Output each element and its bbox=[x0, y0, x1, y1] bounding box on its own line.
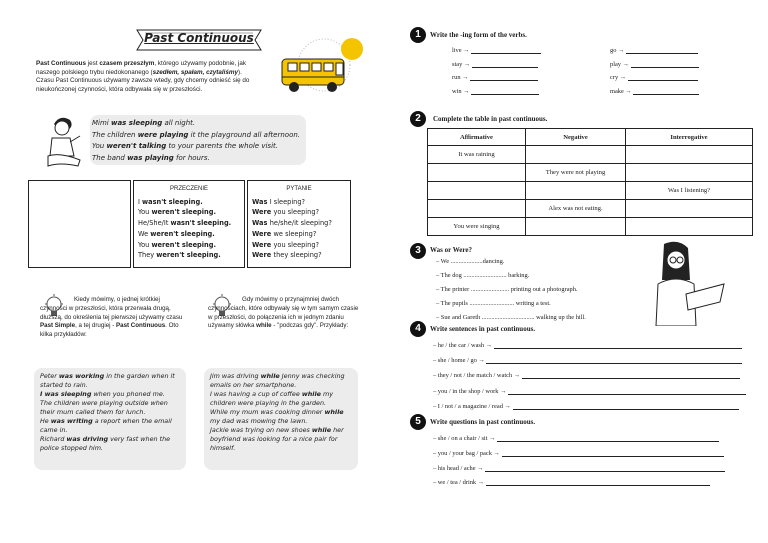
verb-item[interactable]: live → bbox=[452, 47, 541, 61]
intro-paragraph: Past Continuous jest czasem przeszłym, którego używamy podobnie, jak naszego polskiego trybu niedokonanego (szedłem, spałam, czytaliśmy). Czasu Past Continuous używamy zawsze wtedy, gdy chcemy odnieść się do nieukończonej czynności, która odbywała się w przeszłości. bbox=[36, 60, 250, 93]
question-row: Were you sleeping? bbox=[252, 208, 320, 217]
card-line: While my mum was cooking dinner while my dad was mowing the lawn. bbox=[210, 408, 344, 425]
example-line: The band was playing for hours. bbox=[92, 153, 210, 162]
verb-item[interactable]: cry → bbox=[610, 74, 699, 88]
woman-laptop-illustration bbox=[648, 240, 728, 326]
negation-header: PRZECZENIE bbox=[169, 186, 208, 192]
task5-title: Write questions in past continuous. bbox=[430, 418, 536, 426]
table-row bbox=[428, 182, 753, 200]
task3-list bbox=[436, 258, 586, 328]
negation-row: I wasn't sleeping. bbox=[138, 197, 203, 206]
task1-title: Write the -ing form of the verbs. bbox=[430, 31, 527, 39]
task1-right-column bbox=[610, 47, 699, 101]
header-negative: Negative bbox=[526, 129, 626, 146]
table-cell[interactable] bbox=[526, 218, 626, 236]
affirmative-table-empty bbox=[28, 180, 131, 268]
list-item[interactable]: – she / on a chair / sit → bbox=[433, 435, 725, 450]
card-line: Jim was driving while Jenny was checking emails on her smartphone. bbox=[210, 372, 345, 389]
note-past-simple: Kiedy mówimy, o jednej krótkiej czynności w przeszłości, która przerwała drugą, dłuższą, do określenia tej pierwszej używamy czasu Past Simple, a tej drugiej - Past Continuous. Oto kilka przykładów: bbox=[40, 296, 183, 339]
card-text bbox=[204, 368, 358, 457]
question-row: Were we sleeping? bbox=[252, 229, 317, 238]
question-row: Were you sleeping? bbox=[252, 240, 320, 249]
list-item[interactable]: – they / not / the match / watch → bbox=[433, 372, 746, 387]
negation-row: They weren't sleeping. bbox=[138, 251, 221, 260]
card-line: Peter was working in the garden when it started to rain. bbox=[40, 372, 175, 389]
card-line: The children were playing outside when their mum called them for lunch. bbox=[40, 399, 168, 416]
table-cell[interactable] bbox=[626, 146, 753, 164]
title-banner bbox=[133, 27, 265, 53]
card-line: Jackie was trying on new shoes while her boyfriend was looking for a nice pair for himself. bbox=[210, 426, 344, 452]
table-cell: They were not playing bbox=[526, 164, 626, 182]
verb-item[interactable]: run → bbox=[452, 74, 541, 88]
card-line: Richard was driving very fast when the police stopped him. bbox=[40, 435, 171, 452]
negation-row: You weren't sleeping. bbox=[138, 208, 216, 217]
negation-table bbox=[133, 180, 245, 268]
examples-list bbox=[92, 118, 304, 164]
person-sitting-illustration bbox=[40, 112, 90, 170]
header-interrogative: Interrogative bbox=[626, 129, 753, 146]
examples-card-while bbox=[204, 368, 358, 470]
list-item[interactable]: – she / home / go → bbox=[433, 357, 746, 372]
table-cell[interactable] bbox=[626, 218, 753, 236]
negation-row: He/She/It wasn't sleeping. bbox=[138, 219, 232, 228]
card-text bbox=[34, 368, 186, 457]
examples-card-interrupted bbox=[34, 368, 186, 470]
table-row bbox=[428, 200, 753, 218]
table-cell[interactable] bbox=[428, 164, 526, 182]
card-line: He was writing a report when the email came in. bbox=[40, 417, 172, 434]
verb-item[interactable]: stay → bbox=[452, 61, 541, 75]
negation-row: We weren't sleeping. bbox=[138, 229, 215, 238]
table-cell: Alex was not eating. bbox=[526, 200, 626, 218]
task-number-badge: 1 bbox=[410, 27, 426, 43]
list-item[interactable]: – The dog ........................... barking. bbox=[436, 272, 530, 279]
table-cell[interactable] bbox=[428, 200, 526, 218]
verb-item[interactable]: go → bbox=[610, 47, 699, 61]
question-row: Were they sleeping? bbox=[252, 251, 322, 260]
table-header-row bbox=[428, 129, 753, 146]
list-item[interactable]: – you / your bag / pack → bbox=[433, 450, 725, 465]
list-item[interactable]: – We ....................dancing. bbox=[436, 258, 505, 265]
page-title: Past Continuous bbox=[144, 31, 254, 45]
table-cell[interactable] bbox=[428, 182, 526, 200]
example-line: You weren't talking to your parents the whole visit. bbox=[92, 142, 278, 151]
question-header: PYTANIE bbox=[286, 186, 312, 192]
table-cell: It was raining bbox=[428, 146, 526, 164]
question-row: Was I sleeping? bbox=[252, 197, 306, 206]
list-item[interactable]: – we / tea / drink → bbox=[433, 479, 725, 494]
list-item[interactable]: – Sue and Gareth ................................. walking up the hill. bbox=[436, 314, 586, 321]
card-line: I was sleeping when you phoned me. bbox=[40, 390, 165, 398]
list-item[interactable]: – The printer ........................ printing out a photograph. bbox=[436, 286, 578, 293]
table-row bbox=[428, 164, 753, 182]
example-line: The children were playing it the playground all afternoon. bbox=[92, 130, 301, 139]
table-cell[interactable] bbox=[526, 182, 626, 200]
verb-item[interactable]: make → bbox=[610, 88, 699, 102]
table-cell[interactable] bbox=[626, 200, 753, 218]
question-row: Was he/she/it sleeping? bbox=[252, 219, 332, 228]
verb-item[interactable]: play → bbox=[610, 61, 699, 75]
task3-title: Was or Were? bbox=[430, 246, 472, 254]
task2-title: Complete the table in past continuous. bbox=[433, 115, 548, 123]
card-line: I was having a cup of coffee while my children were playing in the garden. bbox=[210, 390, 334, 407]
table-cell: You were singing bbox=[428, 218, 526, 236]
task4-title: Write sentences in past continuous. bbox=[430, 325, 536, 333]
table-cell[interactable] bbox=[526, 146, 626, 164]
list-item[interactable]: – he / the car / wash → bbox=[433, 342, 746, 357]
task1-left-column bbox=[452, 47, 541, 101]
task5-list bbox=[433, 435, 725, 494]
school-bus-illustration bbox=[272, 35, 368, 105]
table-cell[interactable] bbox=[626, 164, 753, 182]
verb-item[interactable]: win → bbox=[452, 88, 541, 102]
table-row bbox=[428, 218, 753, 236]
list-item[interactable]: – you / in the shop / work → bbox=[433, 388, 746, 403]
negation-row: You weren't sleeping. bbox=[138, 240, 216, 249]
table-cell: Was I listening? bbox=[626, 182, 753, 200]
list-item[interactable]: – The pupils ............................ writing a test. bbox=[436, 300, 551, 307]
task-number-badge: 3 bbox=[410, 243, 426, 259]
table-row bbox=[428, 146, 753, 164]
task-number-badge: 5 bbox=[410, 414, 426, 430]
example-line: Mimi was sleeping all night. bbox=[92, 119, 196, 127]
list-item[interactable]: – his head / ache → bbox=[433, 465, 725, 480]
question-table bbox=[247, 180, 351, 268]
task-number-badge: 4 bbox=[410, 321, 426, 337]
header-affirmative: Affirmative bbox=[428, 129, 526, 146]
task4-list bbox=[433, 342, 746, 418]
list-item[interactable]: – I / not / a magazine / read → bbox=[433, 403, 746, 418]
task-number-badge: 2 bbox=[410, 111, 426, 127]
note-while: Gdy mówimy o przynajmniej dwóch czynnościach, które odbywały się w tym samym czasie w przeszłości, do połączenia ich w jednym zdaniu używamy słówka while - "podczas gdy". Przykłady: bbox=[208, 296, 359, 330]
past-continuous-table bbox=[427, 128, 753, 236]
